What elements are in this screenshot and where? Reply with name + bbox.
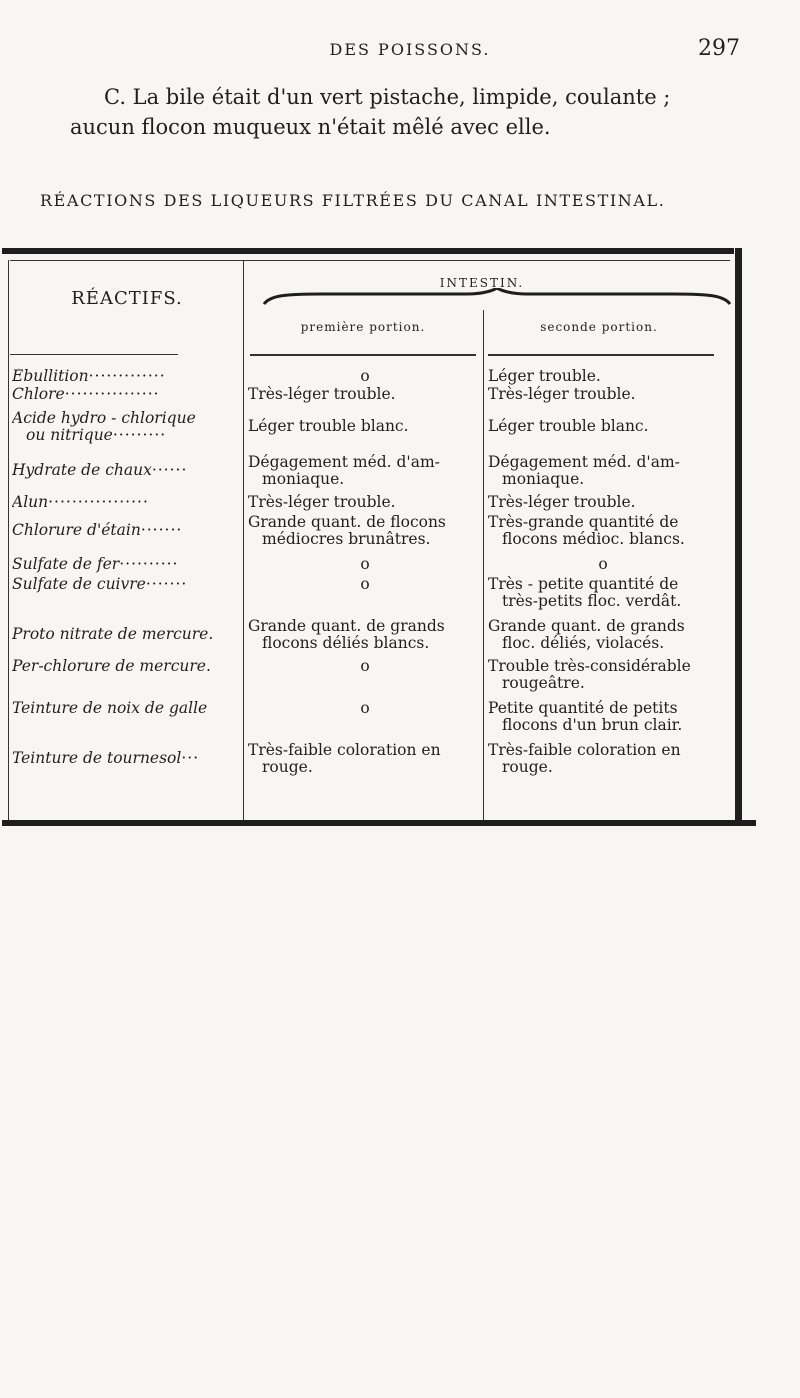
row-label: Ébullition············· xyxy=(12,368,166,385)
row-p2: o xyxy=(598,555,608,573)
row-p1: Très-faible coloration en rouge. xyxy=(248,741,441,776)
header-seconde-portion: seconde portion. xyxy=(540,320,658,334)
table-bottom-rule xyxy=(2,820,756,826)
row-p1: o xyxy=(360,575,370,593)
row-p2: Très-faible coloration en rouge. xyxy=(488,741,681,776)
row-p2: Très-grande quantité de flocons médioc. blancs. xyxy=(488,513,685,548)
col-divider-2 xyxy=(483,310,484,820)
intro-line-2: aucun flocon muqueux n'était mêlé avec elle. xyxy=(70,115,551,139)
running-title: DES POISSONS. xyxy=(329,40,491,59)
intro-paragraph xyxy=(70,82,740,142)
row-label: Sulfate de fer·········· xyxy=(12,556,179,573)
table-left-border xyxy=(8,260,9,820)
header-intestin: INTESTIN. xyxy=(439,276,525,290)
row-p1: Très-léger trouble. xyxy=(248,385,396,403)
row-label: Per-chlorure de mercure. xyxy=(12,658,211,675)
table-right-border xyxy=(735,248,742,826)
row-p2: Très-léger trouble. xyxy=(488,385,636,403)
row-label: Sulfate de cuivre······· xyxy=(12,576,188,593)
row-p2: Dégagement méd. d'am- moniaque. xyxy=(488,453,680,488)
row-p2: Petite quantité de petits flocons d'un brun clair. xyxy=(488,699,683,734)
header-rule-left xyxy=(10,354,178,355)
row-p1: o xyxy=(360,555,370,573)
row-p1: o xyxy=(360,657,370,675)
section-title: RÉACTIONS DES LIQUEURS FILTRÉES DU CANAL INTESTINAL. xyxy=(40,191,666,210)
row-p1: o xyxy=(360,699,370,717)
page-number: 297 xyxy=(698,36,740,61)
row-label: Acide hydro - chlorique ou nitrique········· xyxy=(12,410,196,444)
page-header xyxy=(80,36,740,70)
row-p2: Très - petite quantité de très-petits floc. verdât. xyxy=(488,575,682,610)
row-label: Teinture de noix de galle xyxy=(12,700,208,717)
header-rule-p2 xyxy=(488,354,714,356)
row-p2: Grande quant. de grands floc. déliés, violacés. xyxy=(488,617,685,652)
reactions-table xyxy=(0,248,760,828)
row-p2: Très-léger trouble. xyxy=(488,493,636,511)
row-label: Teinture de tournesol··· xyxy=(12,750,200,767)
row-p1: Léger trouble blanc. xyxy=(248,417,409,435)
row-p1: Grande quant. de grands flocons déliés blancs. xyxy=(248,617,445,652)
header-premiere-portion: première portion. xyxy=(300,320,426,334)
row-p1: Dégagement méd. d'am- moniaque. xyxy=(248,453,440,488)
row-p2: Léger trouble blanc. xyxy=(488,417,649,435)
row-label: Chlore················ xyxy=(12,386,160,403)
header-reactifs: RÉACTIFS. xyxy=(71,288,183,309)
row-label: Proto nitrate de mercure. xyxy=(12,626,214,643)
row-label: Hydrate de chaux······ xyxy=(12,462,188,479)
row-p1: Très-léger trouble. xyxy=(248,493,396,511)
table-top-thin-rule xyxy=(10,260,730,261)
header-rule-p1 xyxy=(250,354,476,356)
row-p2: Léger trouble. xyxy=(488,367,601,385)
row-p2: Trouble très-considérable rougeâtre. xyxy=(488,657,691,692)
row-p1: Grande quant. de flocons médiocres brunâtres. xyxy=(248,513,446,548)
col-divider-1 xyxy=(243,260,244,820)
row-label: Alun················· xyxy=(12,494,149,511)
row-p1: o xyxy=(360,367,370,385)
table-top-rule xyxy=(2,248,734,254)
intro-line-1: C. La bile était d'un vert pistache, limpide, coulante ; xyxy=(104,85,671,109)
header-brace xyxy=(262,288,732,306)
row-label: Chlorure d'étain······· xyxy=(12,522,183,539)
